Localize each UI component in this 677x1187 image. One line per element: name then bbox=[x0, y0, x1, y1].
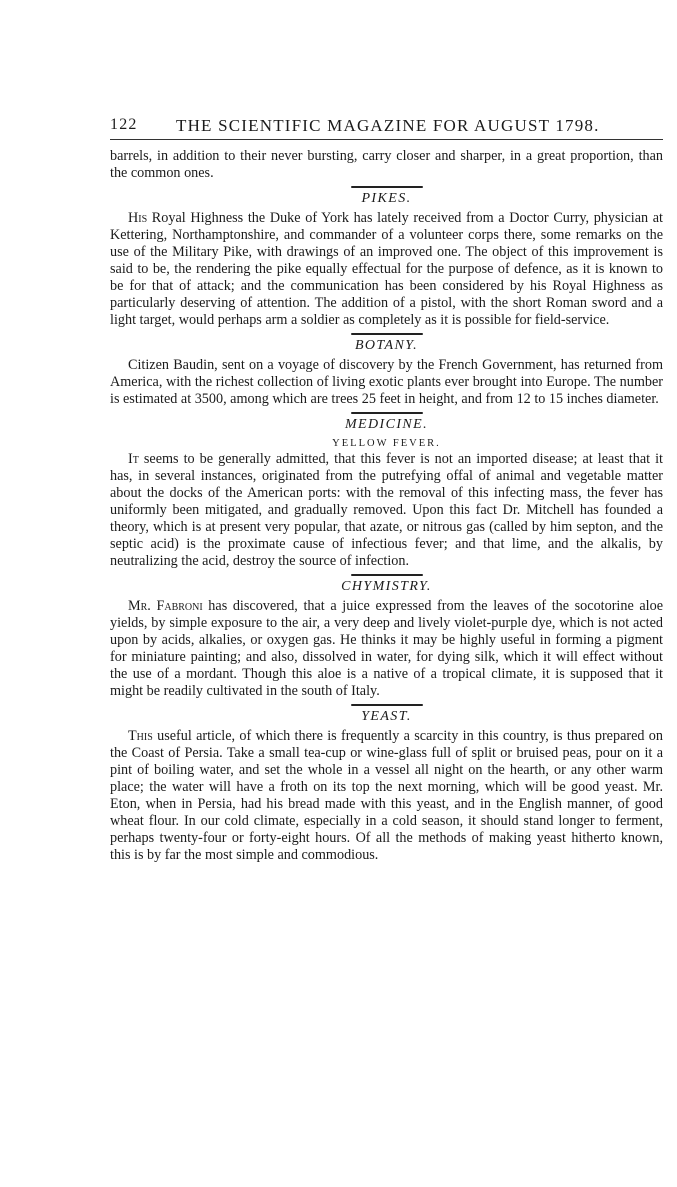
section-heading-botany: BOTANY. bbox=[354, 338, 419, 353]
botany-paragraph: Citizen Baudin, sent on a voyage of discovery by the French Government, has returned from America, with the richest collection of living exotic plants ever brought into Europe. The number is estimated at 3500, among which are trees 25 feet in height, and from 12 to 15 inches diameter. bbox=[110, 357, 663, 407]
chymistry-lead-word: Mr. Fabroni bbox=[128, 598, 203, 614]
pikes-lead-word: His bbox=[128, 210, 148, 226]
section-separator bbox=[351, 412, 423, 414]
pikes-paragraph bbox=[110, 210, 663, 329]
subheading-yellow-fever: YELLOW FEVER. bbox=[332, 438, 441, 449]
chymistry-body: has discovered, that a juice expressed from the leaves of the socotorine aloe yields, by simple exposure to the air, a very deep and lively violet-purple dye, which is not acted upon by acids, alkalies, or oxygen gas. He thinks it may be highly useful in forming a pigment for miniature painting; and also, dissolved in water, for dying silk, which it will effect without the use of a mordant. Though this aloe is a native of a tropical climate, it is supposed that it might be readily cultivated in the south of Italy. bbox=[110, 598, 664, 699]
continuation-paragraph: barrels, in addition to their never bursting, carry closer and sharper, in a great proportion, than the common ones. bbox=[110, 148, 663, 181]
page bbox=[110, 116, 663, 864]
section-separator bbox=[351, 333, 423, 335]
running-title: THE SCIENTIFIC MAGAZINE FOR AUGUST 1798. bbox=[176, 116, 600, 135]
section-heading-medicine: MEDICINE. bbox=[345, 417, 428, 432]
section-heading-pikes: PIKES. bbox=[361, 191, 412, 206]
medicine-lead-word: It bbox=[128, 451, 139, 467]
section-separator bbox=[351, 704, 423, 706]
chymistry-paragraph bbox=[110, 598, 663, 700]
pikes-body: Royal Highness the Duke of York has lately received from a Doctor Curry, physician at Kettering, Northamptonshire, and commander of a volunteer corps there, some remarks on the use of the Military Pike, with drawings of an improved one. The object of this improvement is said to be, the rendering the pike equally effectual for the purpose of defence, as it is known to be for that of attack; and the communication has been considered by his Royal Highness as particularly deserving of attention. The addition of a pistol, with the short Roman sword and a light target, would perhaps arm a soldier as completely as it is possible for field-service. bbox=[110, 210, 663, 328]
section-heading-yeast: YEAST. bbox=[361, 709, 412, 724]
medicine-body: seems to be generally admitted, that this fever is not an imported disease; at least that it has, in several instances, originated from the putrefying offal of animal and vegetable matter about the docks of the American ports: with the removal of this infecting mass, the fever has uniformly been mitigated, and gradually removed. Upon this fact Dr. Mitchell has founded a theory, which is at present very popular, that azate, or nitrous gas (called by him septon, and the septic acid) is the proximate cause of infectious fever; and that lime, and the alkalis, by neutralizing the acid, destroy the source of infection. bbox=[110, 451, 663, 569]
section-separator bbox=[351, 186, 423, 188]
yeast-paragraph bbox=[110, 728, 663, 864]
medicine-paragraph bbox=[110, 451, 663, 570]
yeast-lead-word: This bbox=[128, 728, 153, 744]
header-rule bbox=[110, 139, 663, 140]
section-heading-chymistry: CHYMISTRY. bbox=[341, 579, 432, 594]
page-number: 122 bbox=[110, 116, 138, 133]
running-head bbox=[110, 116, 663, 138]
yeast-body: useful article, of which there is frequently a scarcity in this country, is thus prepared on the Coast of Persia. Take a small tea-cup or wine-glass full of split or bruised peas, pour on it a pint of boiling water, and set the whole in a vessel all night on the hearth, or any other warm place; the water will have a froth on its top the next morning, which will be good yeast. Mr. Eton, when in Persia, had his bread made with this yeast, and in the English manner, of good wheat flour. In our cold climate, especially in a cold season, it should stand longer to ferment, perhaps twenty-four or forty-eight hours. Of all the methods of making yeast hitherto known, this is by far the most simple and commodious. bbox=[110, 728, 663, 863]
section-separator bbox=[351, 574, 423, 576]
